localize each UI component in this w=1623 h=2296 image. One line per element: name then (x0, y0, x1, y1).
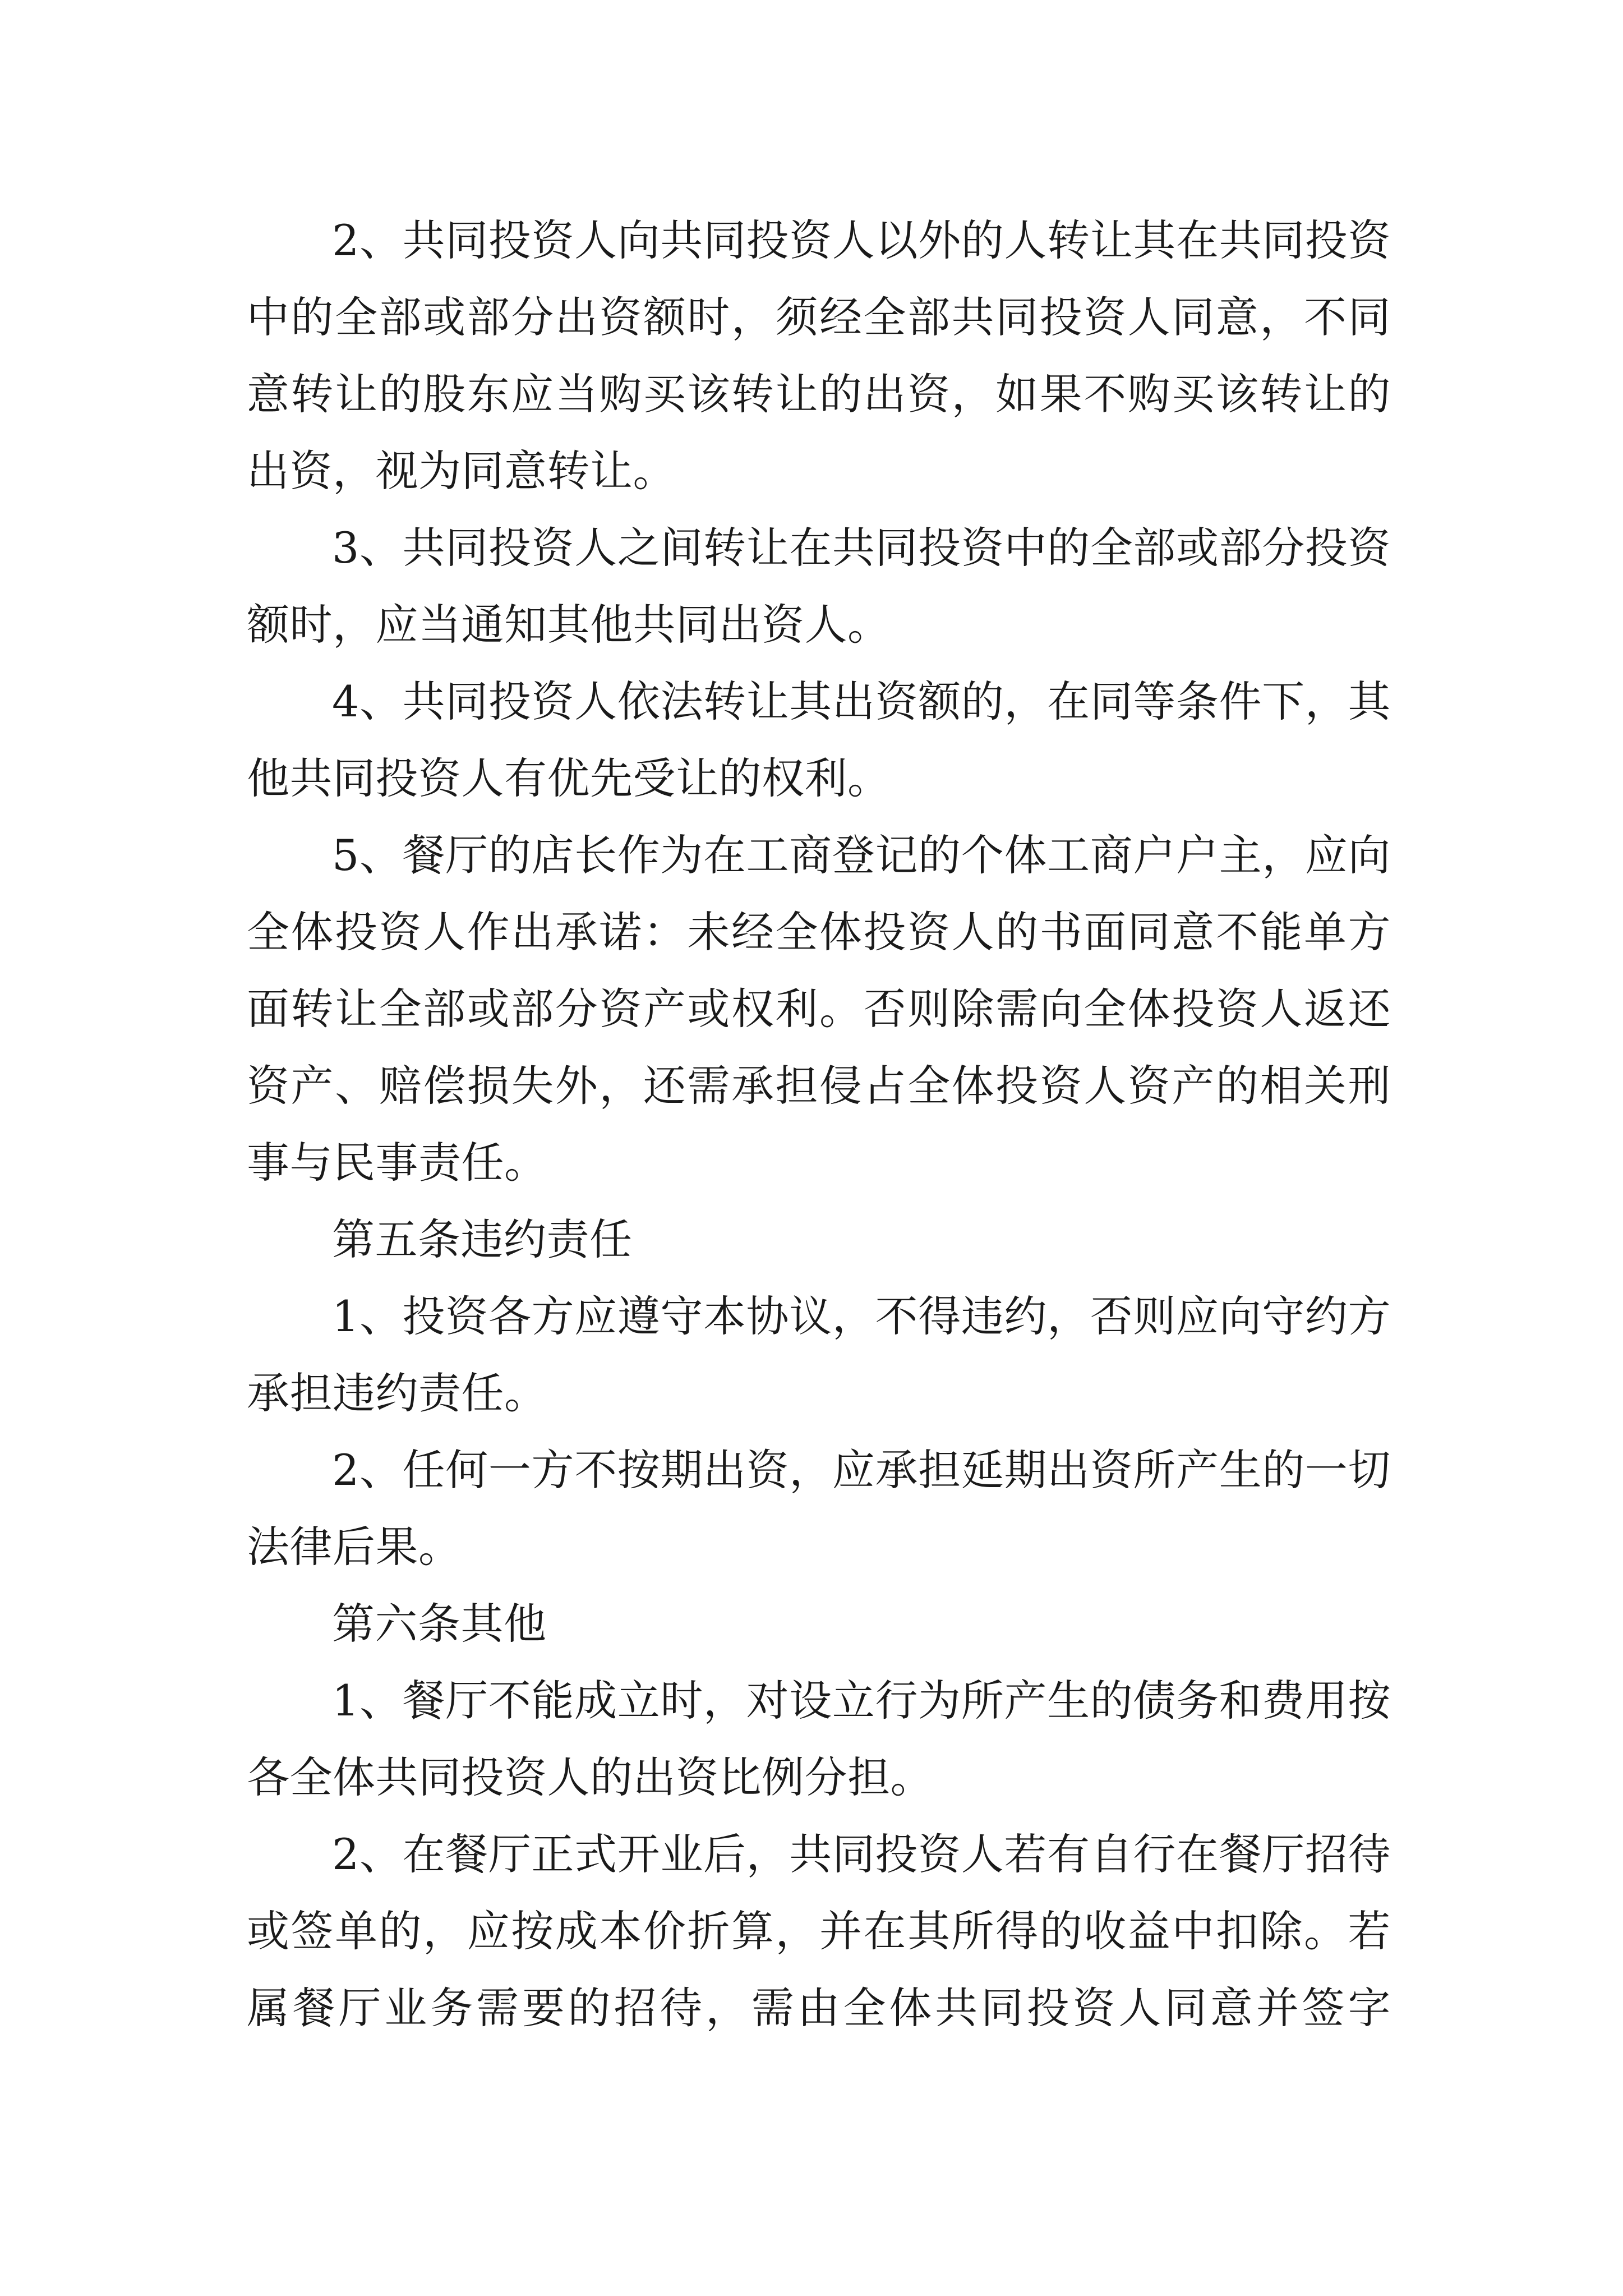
paragraph-late-contribution: 2、任何一方不按期出资，应承担延期出资所产生的一切法律后果。 (247, 1445, 1391, 1572)
paragraph-transfer-between-investors: 3、共同投资人之间转让在共同投资中的全部或部分投资额时，应当通知其他共同出资人。 (247, 523, 1391, 650)
section-heading-article-5: 第五条违约责任 (332, 1214, 633, 1264)
paragraph-hospitality-billing: 2、在餐厅正式开业后，共同投资人若有自行在餐厅招待或签单的，应按成本价折算，并在其所得的收益中扣除。若属餐厅业务需要的招待，需由全体共同投资人同意并签字 (247, 1829, 1391, 2033)
paragraph-preemptive-right: 4、共同投资人依法转让其出资额的，在同等条件下，其他共同投资人有优先受让的权利。 (247, 677, 1391, 803)
section-heading-article-6: 第六条其他 (332, 1599, 547, 1649)
paragraph-manager-commitment: 5、餐厅的店长作为在工商登记的个体工商户户主，应向全体投资人作出承诺：未经全体投资人的书面同意不能单方面转让全部或部分资产或权利。否则除需向全体投资人返还资产、赔偿损失外，还需承担侵占全体投资人资产的相关刑事与民事责任。 (247, 830, 1391, 1188)
paragraph-failure-to-establish: 1、餐厅不能成立时，对设立行为所产生的债务和费用按各全体共同投资人的出资比例分担。 (247, 1676, 1391, 1802)
paragraph-comply-agreement: 1、投资各方应遵守本协议，不得违约，否则应向守约方承担违约责任。 (247, 1291, 1391, 1418)
paragraph-transfer-to-outsiders: 2、共同投资人向共同投资人以外的人转让其在共同投资中的全部或部分出资额时，须经全部共同投资人同意，不同意转让的股东应当购买该转让的出资，如果不购买该转让的出资，视为同意转让。 (247, 215, 1391, 496)
document-body (247, 202, 1391, 2046)
